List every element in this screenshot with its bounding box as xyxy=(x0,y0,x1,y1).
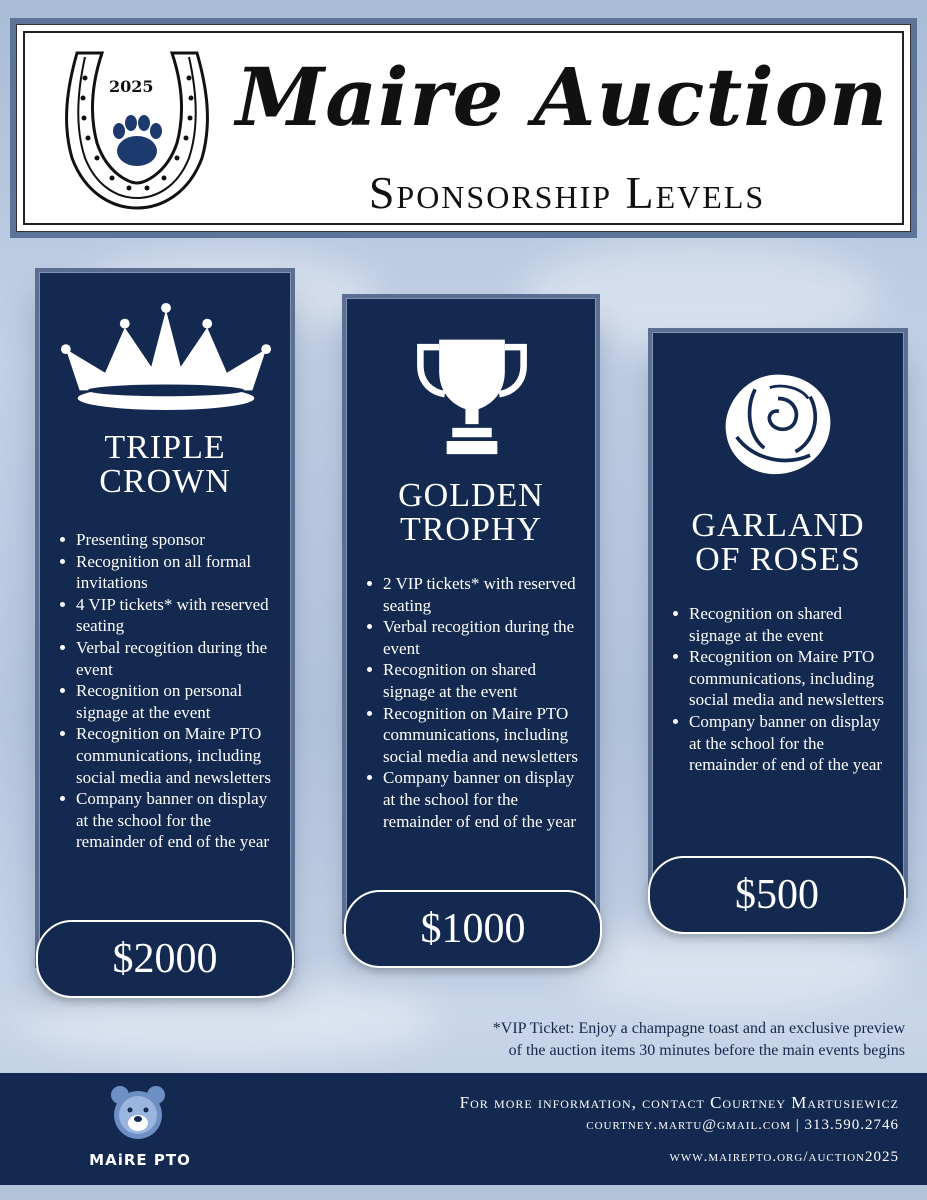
rose-icon xyxy=(713,371,843,481)
footer-bar xyxy=(0,1073,927,1185)
tier-card-triple-crown xyxy=(35,268,295,968)
benefit-item: Presenting sponsor xyxy=(54,529,282,551)
tier-name-line2: OF ROSES xyxy=(695,541,861,578)
tier-card-body xyxy=(39,272,291,964)
bear-logo-icon xyxy=(108,1083,168,1141)
header-banner xyxy=(10,18,917,238)
tier-name-line1: GOLDEN xyxy=(398,477,544,514)
header-panel xyxy=(16,24,911,232)
trophy-icon xyxy=(411,329,533,461)
tier-name xyxy=(653,509,903,577)
tier-price: $500 xyxy=(648,856,906,934)
vip-footnote xyxy=(380,1018,905,1062)
tier-benefit-list xyxy=(54,529,282,853)
benefit-item: Recognition on personal signage at the event xyxy=(54,680,282,723)
benefit-item: 4 VIP tickets* with reserved seating xyxy=(54,594,282,637)
tier-price: $1000 xyxy=(344,890,602,968)
tier-name xyxy=(347,479,595,547)
pto-logo-text: MAiRE PTO xyxy=(89,1151,191,1169)
tier-price: $2000 xyxy=(36,920,294,998)
contact-email-phone[interactable]: courtney.martu@gmail.com | 313.590.2746 xyxy=(586,1117,899,1133)
benefit-item: Company banner on display at the school for the remainder of end of the year xyxy=(361,767,587,832)
crown-icon xyxy=(58,301,274,411)
benefit-item: Recognition on all formal invitations xyxy=(54,551,282,594)
tier-card-body xyxy=(652,332,904,894)
tier-benefit-list xyxy=(667,603,895,776)
footnote-line2: of the auction items 30 minutes before the main events begins xyxy=(508,1042,905,1059)
tier-name-line2: TROPHY xyxy=(399,511,543,548)
footer-bottom-strip xyxy=(0,1185,927,1200)
benefit-item: Recognition on Maire PTO communications, including social media and newsletters xyxy=(54,723,282,788)
tier-name-line2: CROWN xyxy=(99,463,231,500)
benefit-item: Recognition on shared signage at the event xyxy=(667,603,895,646)
page-subtitle: Sponsorship Levels xyxy=(368,167,766,218)
website-link[interactable]: www.mairepto.org/auction2025 xyxy=(669,1149,899,1165)
benefit-item: 2 VIP tickets* with reserved seating xyxy=(361,573,587,616)
logo-year: 2025 xyxy=(109,77,154,96)
benefit-item: Recognition on Maire PTO communications, including social media and newsletters xyxy=(667,646,895,711)
horseshoe-logo-icon xyxy=(57,43,217,213)
benefit-item: Recognition on Maire PTO communications, including social media and newsletters xyxy=(361,703,587,768)
benefit-item: Verbal recogition during the event xyxy=(361,616,587,659)
tier-card-golden-trophy xyxy=(342,294,600,934)
tier-name-line1: GARLAND xyxy=(691,507,865,544)
tier-card-body xyxy=(346,298,596,930)
contact-line: For more information, contact Courtney Martusiewicz xyxy=(459,1093,899,1112)
tier-benefit-list xyxy=(361,573,587,832)
benefit-item: Recognition on shared signage at the event xyxy=(361,659,587,702)
tier-card-garland-of-roses xyxy=(648,328,908,898)
page-title: Maire Auction xyxy=(235,50,889,144)
benefit-item: Verbal recogition during the event xyxy=(54,637,282,680)
benefit-item: Company banner on display at the school for the remainder of end of the year xyxy=(54,788,282,853)
tier-name-line1: TRIPLE xyxy=(104,429,226,466)
tier-name xyxy=(40,431,290,499)
benefit-item: Company banner on display at the school for the remainder of end of the year xyxy=(667,711,895,776)
footnote-line1: *VIP Ticket: Enjoy a champagne toast and an exclusive preview xyxy=(492,1020,905,1037)
